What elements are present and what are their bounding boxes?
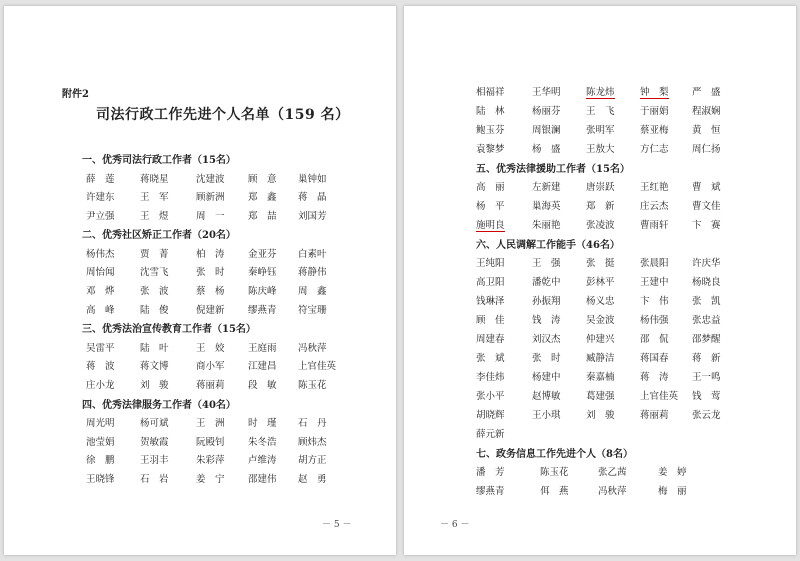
document-page-5 xyxy=(4,6,396,555)
person-name: 陆 林 xyxy=(476,106,505,117)
person-name: 柏 涛 xyxy=(196,248,225,260)
person-name: 高 峰 xyxy=(86,304,115,316)
annex-label: 附件2 xyxy=(62,89,89,100)
person-name: 巢钟如 xyxy=(298,173,327,185)
person-name: 段 敏 xyxy=(248,379,277,391)
person-name: 薛元新 xyxy=(476,429,505,440)
person-name: 钟 梨 xyxy=(640,84,669,99)
person-name: 张忠益 xyxy=(692,315,721,326)
person-name: 周怡闻 xyxy=(86,267,115,279)
person-name: 姜 婷 xyxy=(658,467,687,478)
person-name: 梅 丽 xyxy=(658,486,687,497)
person-name: 臧静洁 xyxy=(586,353,615,364)
person-name: 许庆华 xyxy=(692,258,721,269)
person-name: 邵 侃 xyxy=(640,334,669,345)
name-row xyxy=(86,471,366,485)
page-number: － 5 － xyxy=(322,520,352,530)
name-row xyxy=(476,217,756,231)
person-name: 吴雷平 xyxy=(86,342,115,354)
person-name: 王晓锋 xyxy=(86,473,115,485)
name-row xyxy=(86,208,366,222)
person-name: 时 瑾 xyxy=(248,418,277,429)
person-name: 鲍玉芬 xyxy=(476,125,505,136)
person-name: 池莹娟 xyxy=(86,436,115,448)
person-name: 赵 勇 xyxy=(298,473,327,485)
person-name: 袁黎梦 xyxy=(476,144,505,155)
person-name: 王羽丰 xyxy=(140,455,169,467)
person-name: 周光明 xyxy=(86,418,115,429)
person-name: 蒋国春 xyxy=(640,353,669,364)
name-row xyxy=(86,358,366,372)
name-row xyxy=(86,340,366,354)
person-name: 白素叶 xyxy=(298,248,327,260)
person-name: 王小琪 xyxy=(532,410,561,421)
person-name: 周 鑫 xyxy=(298,286,327,297)
person-name: 朱丽艳 xyxy=(532,220,561,231)
person-name: 江建昌 xyxy=(248,361,277,373)
person-name: 葛建强 xyxy=(586,391,615,402)
person-name: 周仁扬 xyxy=(692,144,721,155)
person-name: 巢海英 xyxy=(532,201,561,212)
person-name: 高卫阳 xyxy=(476,277,505,288)
person-name: 张 波 xyxy=(140,286,169,297)
person-name: 胡晓辉 xyxy=(476,410,505,421)
document-page-6 xyxy=(404,6,796,555)
person-name: 邵梦醒 xyxy=(692,334,721,345)
person-name: 陈玉花 xyxy=(540,467,569,478)
person-name: 李佳炜 xyxy=(476,372,505,383)
person-name: 曹文佳 xyxy=(692,201,721,212)
person-name: 张 时 xyxy=(196,267,225,279)
person-name: 阮殿钊 xyxy=(196,436,225,448)
person-name: 上官佳英 xyxy=(640,391,679,402)
name-row xyxy=(476,312,756,326)
person-name: 蒋 晶 xyxy=(298,192,327,204)
person-name: 蒋 新 xyxy=(692,353,721,364)
person-name: 杨建中 xyxy=(532,372,561,383)
person-name: 王 姣 xyxy=(196,342,225,354)
name-row xyxy=(476,426,756,440)
person-name: 陈玉花 xyxy=(298,379,327,391)
name-row xyxy=(476,483,756,497)
name-row xyxy=(476,103,756,117)
person-name: 陈龙炜 xyxy=(586,84,615,99)
person-name: 周建春 xyxy=(476,334,505,345)
name-row xyxy=(86,189,366,203)
person-name: 于丽娟 xyxy=(640,106,669,117)
person-name: 张 时 xyxy=(532,353,561,364)
person-name: 陈庆峰 xyxy=(248,286,277,297)
person-name: 顾炜杰 xyxy=(298,436,327,448)
person-name: 钱 莺 xyxy=(692,391,721,402)
person-name: 王红艳 xyxy=(640,182,669,193)
section-heading: 五、优秀法律援助工作者（15名） xyxy=(476,164,630,175)
name-row xyxy=(476,84,756,98)
person-name: 赵博敏 xyxy=(532,391,561,402)
name-row xyxy=(476,369,756,383)
person-name: 张凌波 xyxy=(586,220,615,231)
person-name: 相福祥 xyxy=(476,87,505,98)
page-number: － 6 － xyxy=(440,520,470,530)
person-name: 石 丹 xyxy=(298,418,327,429)
person-name: 金亚芬 xyxy=(248,248,277,260)
person-name: 周 一 xyxy=(196,210,225,222)
person-name: 高 丽 xyxy=(476,182,505,193)
person-name: 曹雨轩 xyxy=(640,220,669,231)
person-name: 缪燕青 xyxy=(476,486,505,497)
person-name: 杨 盛 xyxy=(532,144,561,155)
person-name: 仲建兴 xyxy=(586,334,615,345)
person-name: 杨伟杰 xyxy=(86,248,115,260)
name-row xyxy=(86,415,366,429)
section-heading: 七、政务信息工作先进个人（8名） xyxy=(476,449,633,460)
name-row xyxy=(86,302,366,316)
person-name: 冯秋萍 xyxy=(598,486,627,497)
person-name: 张云龙 xyxy=(692,410,721,421)
person-name: 左新建 xyxy=(532,182,561,193)
section-heading: 四、优秀法律服务工作者（40名） xyxy=(82,399,236,411)
person-name: 曹 斌 xyxy=(692,182,721,193)
person-name: 蔡 杨 xyxy=(196,286,225,297)
document-title: 司法行政工作先进个人名单（159 名） xyxy=(96,107,350,123)
person-name: 符宝珊 xyxy=(298,304,327,316)
person-name: 薛 莲 xyxy=(86,173,115,185)
name-row xyxy=(476,179,756,193)
name-row xyxy=(476,388,756,402)
person-name: 唐崇跃 xyxy=(586,182,615,193)
name-row xyxy=(476,198,756,212)
person-name: 杨晓良 xyxy=(692,277,721,288)
person-name: 钱琳泽 xyxy=(476,296,505,307)
person-name: 倪建新 xyxy=(196,304,225,316)
person-name: 刘 骏 xyxy=(140,379,169,391)
person-name: 卞 赛 xyxy=(692,220,721,231)
person-name: 王一鸣 xyxy=(692,372,721,383)
person-name: 顾 佳 xyxy=(476,315,505,326)
name-row xyxy=(476,141,756,155)
section-heading: 二、优秀社区矫正工作者（20名） xyxy=(82,230,236,242)
person-name: 施明良 xyxy=(476,217,505,232)
person-name: 王建中 xyxy=(640,277,669,288)
person-name: 严 盛 xyxy=(692,87,721,98)
person-name: 彭林平 xyxy=(586,277,615,288)
person-name: 石 岩 xyxy=(140,473,169,485)
section-heading: 三、优秀法治宣传教育工作者（15名） xyxy=(82,324,256,336)
person-name: 陆 叶 xyxy=(140,342,169,354)
section-heading: 一、优秀司法行政工作者（15名） xyxy=(82,155,236,166)
person-name: 蒋静伟 xyxy=(298,267,327,279)
name-row xyxy=(476,122,756,136)
person-name: 刘 骏 xyxy=(586,410,615,421)
person-name: 杨义忠 xyxy=(586,296,615,307)
person-name: 庄云杰 xyxy=(640,201,669,212)
person-name: 沈雪飞 xyxy=(140,267,169,279)
name-row xyxy=(476,464,756,478)
person-name: 王华明 xyxy=(532,87,561,98)
person-name: 朱彩萍 xyxy=(196,455,225,467)
person-name: 蔡亚梅 xyxy=(640,125,669,136)
person-name: 冯秋萍 xyxy=(298,342,327,354)
person-name: 胡方正 xyxy=(298,455,327,467)
name-row xyxy=(86,264,366,278)
person-name: 杨伟强 xyxy=(640,315,669,326)
name-row xyxy=(476,255,756,269)
person-name: 王纯阳 xyxy=(476,258,505,269)
person-name: 方仁志 xyxy=(640,144,669,155)
person-name: 张 斌 xyxy=(476,353,505,364)
person-name: 缪燕青 xyxy=(248,304,277,316)
name-row xyxy=(476,274,756,288)
person-name: 贾 菁 xyxy=(140,248,169,260)
person-name: 姜 宁 xyxy=(196,473,225,485)
person-name: 王 煜 xyxy=(140,210,169,222)
person-name: 顾 意 xyxy=(248,173,277,185)
person-name: 王 强 xyxy=(532,258,561,269)
person-name: 张 凯 xyxy=(692,296,721,307)
person-name: 潘 芳 xyxy=(476,467,505,478)
person-name: 郑 新 xyxy=(586,201,615,212)
person-name: 许建东 xyxy=(86,192,115,204)
person-name: 刘国芳 xyxy=(298,210,327,222)
name-row xyxy=(86,171,366,185)
person-name: 张小平 xyxy=(476,391,505,402)
person-name: 杨 平 xyxy=(476,201,505,212)
name-row xyxy=(86,434,366,448)
name-row xyxy=(86,452,366,466)
person-name: 钱 涛 xyxy=(532,315,561,326)
person-name: 张乙茜 xyxy=(598,467,627,478)
person-name: 秦峥钰 xyxy=(248,267,277,279)
person-name: 张明军 xyxy=(586,125,615,136)
person-name: 商小军 xyxy=(196,361,225,373)
person-name: 杨丽芬 xyxy=(532,106,561,117)
person-name: 程淑娴 xyxy=(692,106,721,117)
person-name: 邵建伟 xyxy=(248,473,277,485)
person-name: 卞 伟 xyxy=(640,296,669,307)
person-name: 秦嘉楠 xyxy=(586,372,615,383)
person-name: 顾新洲 xyxy=(196,192,225,204)
person-name: 佴 燕 xyxy=(540,486,569,497)
person-name: 蒋 涛 xyxy=(640,372,669,383)
person-name: 蒋晓星 xyxy=(140,173,169,185)
person-name: 刘汉杰 xyxy=(532,334,561,345)
person-name: 尹立强 xyxy=(86,210,115,222)
person-name: 王敖大 xyxy=(586,144,615,155)
person-name: 王 洲 xyxy=(196,418,225,429)
person-name: 孙振翔 xyxy=(532,296,561,307)
person-name: 张晨阳 xyxy=(640,258,669,269)
person-name: 邓 烨 xyxy=(86,286,115,297)
name-row xyxy=(476,407,756,421)
person-name: 沈建波 xyxy=(196,173,225,185)
person-name: 陆 俊 xyxy=(140,304,169,316)
person-name: 朱冬浩 xyxy=(248,436,277,448)
person-name: 杨可斌 xyxy=(140,418,169,429)
name-row xyxy=(476,293,756,307)
name-row xyxy=(476,350,756,364)
person-name: 王 军 xyxy=(140,192,169,204)
person-name: 贺敏霞 xyxy=(140,436,169,448)
person-name: 庄小龙 xyxy=(86,379,115,391)
person-name: 周银澜 xyxy=(532,125,561,136)
person-name: 蒋文博 xyxy=(140,361,169,373)
person-name: 吴金波 xyxy=(586,315,615,326)
name-row xyxy=(86,377,366,391)
section-heading: 六、人民调解工作能手（46名） xyxy=(476,240,620,251)
person-name: 蒋丽莉 xyxy=(640,410,669,421)
name-row xyxy=(86,246,366,260)
person-name: 上官佳英 xyxy=(298,361,337,373)
person-name: 张 挺 xyxy=(586,258,615,269)
person-name: 蒋 波 xyxy=(86,361,115,373)
person-name: 蒋丽莉 xyxy=(196,379,225,391)
person-name: 徐 鹏 xyxy=(86,455,115,467)
person-name: 郑 喆 xyxy=(248,210,277,222)
name-row xyxy=(86,283,366,297)
person-name: 卢维涛 xyxy=(248,455,277,467)
person-name: 王庭雨 xyxy=(248,342,277,354)
person-name: 潘乾中 xyxy=(532,277,561,288)
name-row xyxy=(476,331,756,345)
person-name: 黄 恒 xyxy=(692,125,721,136)
person-name: 郑 鑫 xyxy=(248,192,277,204)
person-name: 王 飞 xyxy=(586,106,615,117)
